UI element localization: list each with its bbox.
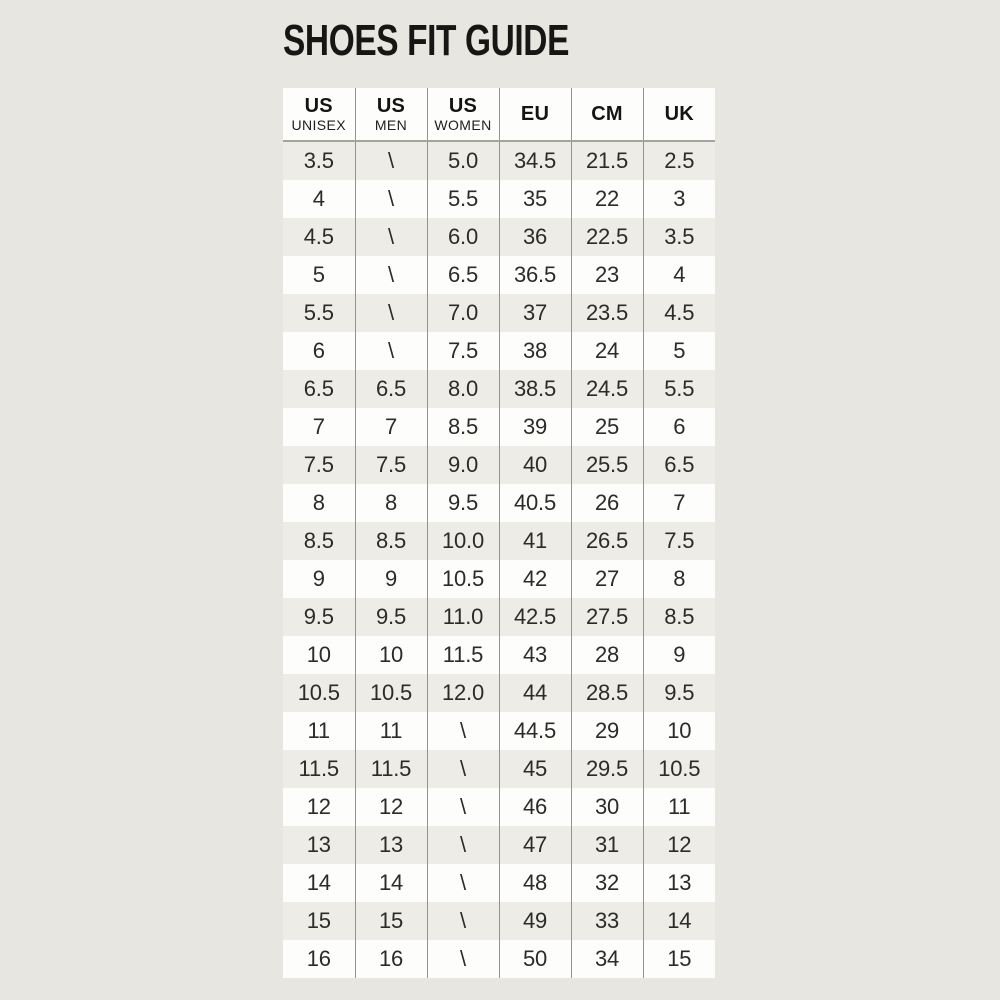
table-cell: 9.5 <box>283 598 355 636</box>
table-cell: 42.5 <box>499 598 571 636</box>
table-cell: 14 <box>283 864 355 902</box>
table-cell: 43 <box>499 636 571 674</box>
table-cell: 26.5 <box>571 522 643 560</box>
table-row <box>283 522 715 560</box>
table-row <box>283 750 715 788</box>
table-cell: 30 <box>571 788 643 826</box>
table-cell: \ <box>427 902 499 940</box>
table-header-row <box>283 88 715 141</box>
table-cell: 9.5 <box>427 484 499 522</box>
table-cell: 6.5 <box>283 370 355 408</box>
column-header-sublabel: UNISEX <box>291 117 347 133</box>
table-cell: 11 <box>643 788 715 826</box>
table-cell: 24 <box>571 332 643 370</box>
table-cell: 10 <box>283 636 355 674</box>
table-cell: 5 <box>283 256 355 294</box>
column-header-sublabel: MEN <box>374 117 408 133</box>
table-cell: 23.5 <box>571 294 643 332</box>
table-cell: 47 <box>499 826 571 864</box>
table-cell: 9.0 <box>427 446 499 484</box>
table-cell: 4 <box>283 180 355 218</box>
column-header-label: UK <box>664 103 694 125</box>
table-cell: 38 <box>499 332 571 370</box>
column-header-label: US <box>448 95 478 117</box>
table-row <box>283 864 715 902</box>
table-cell: 9 <box>283 560 355 598</box>
column-header-eu <box>499 88 571 141</box>
table-cell: 25.5 <box>571 446 643 484</box>
table-cell: 6.5 <box>355 370 427 408</box>
column-header-label: US <box>376 95 406 117</box>
table-cell: 10.5 <box>643 750 715 788</box>
table-cell: 24.5 <box>571 370 643 408</box>
table-cell: \ <box>355 294 427 332</box>
table-cell: 29 <box>571 712 643 750</box>
table-cell: 5 <box>643 332 715 370</box>
table-cell: \ <box>355 218 427 256</box>
table-cell: 10 <box>355 636 427 674</box>
table-cell: 7 <box>283 408 355 446</box>
table-cell: 7.0 <box>427 294 499 332</box>
column-header-label: EU <box>520 103 550 125</box>
table-cell: \ <box>427 750 499 788</box>
table-cell: 41 <box>499 522 571 560</box>
table-cell: 10.5 <box>355 674 427 712</box>
table-cell: 40.5 <box>499 484 571 522</box>
table-cell: 28 <box>571 636 643 674</box>
table-row <box>283 256 715 294</box>
table-cell: 12 <box>355 788 427 826</box>
table-cell: 7.5 <box>643 522 715 560</box>
table-cell: \ <box>427 940 499 978</box>
table-cell: 36 <box>499 218 571 256</box>
table-cell: 8.0 <box>427 370 499 408</box>
table-cell: 3.5 <box>283 141 355 180</box>
table-cell: 14 <box>643 902 715 940</box>
table-row <box>283 218 715 256</box>
table-cell: 8.5 <box>643 598 715 636</box>
table-row <box>283 484 715 522</box>
table-cell: \ <box>427 864 499 902</box>
table-cell: 9 <box>355 560 427 598</box>
table-cell: 21.5 <box>571 141 643 180</box>
table-cell: 8 <box>643 560 715 598</box>
table-cell: 5.5 <box>643 370 715 408</box>
table-cell: 26 <box>571 484 643 522</box>
table-cell: 37 <box>499 294 571 332</box>
fit-guide-table <box>283 88 715 978</box>
table-cell: 22.5 <box>571 218 643 256</box>
table-cell: 44.5 <box>499 712 571 750</box>
table-cell: 45 <box>499 750 571 788</box>
table-row <box>283 446 715 484</box>
table-cell: 10.5 <box>283 674 355 712</box>
table-cell: 9.5 <box>643 674 715 712</box>
table-row <box>283 788 715 826</box>
table-row <box>283 370 715 408</box>
table-cell: 16 <box>355 940 427 978</box>
table-cell: 14 <box>355 864 427 902</box>
table-cell: 8.5 <box>427 408 499 446</box>
table-cell: 12 <box>283 788 355 826</box>
table-cell: 7 <box>643 484 715 522</box>
column-header-label: US <box>304 95 333 117</box>
table-cell: 3.5 <box>643 218 715 256</box>
table-cell: 22 <box>571 180 643 218</box>
table-body <box>283 141 715 978</box>
table-cell: 4.5 <box>283 218 355 256</box>
table-cell: 39 <box>499 408 571 446</box>
table-cell: 8 <box>283 484 355 522</box>
table-cell: 5.0 <box>427 141 499 180</box>
table-cell: 7.5 <box>355 446 427 484</box>
table-cell: 34 <box>571 940 643 978</box>
table-cell: 7.5 <box>283 446 355 484</box>
table-cell: 13 <box>283 826 355 864</box>
table-row <box>283 294 715 332</box>
table-cell: 6 <box>643 408 715 446</box>
table-cell: 6.5 <box>643 446 715 484</box>
column-header-us-women <box>427 88 499 141</box>
table-cell: 10.0 <box>427 522 499 560</box>
table-cell: 35 <box>499 180 571 218</box>
table-cell: 15 <box>643 940 715 978</box>
table-cell: 12 <box>643 826 715 864</box>
table-cell: 7 <box>355 408 427 446</box>
table-cell: 28.5 <box>571 674 643 712</box>
table-cell: 11 <box>355 712 427 750</box>
table-cell: \ <box>355 332 427 370</box>
column-header-cm <box>571 88 643 141</box>
table-cell: 33 <box>571 902 643 940</box>
table-cell: \ <box>427 826 499 864</box>
table-cell: 10.5 <box>427 560 499 598</box>
table-cell: 25 <box>571 408 643 446</box>
table-cell: 42 <box>499 560 571 598</box>
table-cell: 36.5 <box>499 256 571 294</box>
table-cell: 29.5 <box>571 750 643 788</box>
table-cell: 46 <box>499 788 571 826</box>
table-cell: 9.5 <box>355 598 427 636</box>
column-header-uk <box>643 88 715 141</box>
table-cell: 11.5 <box>427 636 499 674</box>
table-cell: 3 <box>643 180 715 218</box>
table-cell: 32 <box>571 864 643 902</box>
table-row <box>283 141 715 180</box>
table-cell: 9 <box>643 636 715 674</box>
table-cell: 6.5 <box>427 256 499 294</box>
table-row <box>283 332 715 370</box>
table-cell: 13 <box>643 864 715 902</box>
table-row <box>283 902 715 940</box>
table-row <box>283 636 715 674</box>
table-cell: 23 <box>571 256 643 294</box>
table-cell: 31 <box>571 826 643 864</box>
table-row <box>283 826 715 864</box>
table-cell: \ <box>427 788 499 826</box>
table-cell: 13 <box>355 826 427 864</box>
table-cell: 8.5 <box>283 522 355 560</box>
table-cell: \ <box>355 141 427 180</box>
table-row <box>283 674 715 712</box>
table-cell: 4 <box>643 256 715 294</box>
table-cell: 27 <box>571 560 643 598</box>
table-cell: 6.0 <box>427 218 499 256</box>
table-cell: 38.5 <box>499 370 571 408</box>
table-cell: \ <box>355 180 427 218</box>
table-cell: \ <box>355 256 427 294</box>
table-cell: 27.5 <box>571 598 643 636</box>
table-cell: 11 <box>283 712 355 750</box>
table-cell: \ <box>427 712 499 750</box>
table-cell: 8 <box>355 484 427 522</box>
table-row <box>283 180 715 218</box>
page-title: SHOES FIT GUIDE <box>283 16 570 65</box>
table-cell: 50 <box>499 940 571 978</box>
column-header-label: CM <box>591 103 623 125</box>
table-cell: 4.5 <box>643 294 715 332</box>
table-cell: 5.5 <box>283 294 355 332</box>
table-row <box>283 712 715 750</box>
table-cell: 40 <box>499 446 571 484</box>
column-header-sublabel: WOMEN <box>434 117 492 133</box>
table-header <box>283 88 715 141</box>
table-cell: 7.5 <box>427 332 499 370</box>
table-row <box>283 940 715 978</box>
table-row <box>283 408 715 446</box>
table-cell: 11.0 <box>427 598 499 636</box>
table-cell: 8.5 <box>355 522 427 560</box>
table-cell: 44 <box>499 674 571 712</box>
table-cell: 12.0 <box>427 674 499 712</box>
table-cell: 11.5 <box>355 750 427 788</box>
table-cell: 16 <box>283 940 355 978</box>
table-cell: 2.5 <box>643 141 715 180</box>
column-header-us-men <box>355 88 427 141</box>
table-cell: 10 <box>643 712 715 750</box>
column-header-us-unisex <box>283 88 355 141</box>
table-cell: 11.5 <box>283 750 355 788</box>
table-row <box>283 560 715 598</box>
table-cell: 15 <box>355 902 427 940</box>
table-cell: 6 <box>283 332 355 370</box>
table-row <box>283 598 715 636</box>
table-cell: 49 <box>499 902 571 940</box>
table-cell: 34.5 <box>499 141 571 180</box>
table-cell: 48 <box>499 864 571 902</box>
table-cell: 15 <box>283 902 355 940</box>
table-cell: 5.5 <box>427 180 499 218</box>
